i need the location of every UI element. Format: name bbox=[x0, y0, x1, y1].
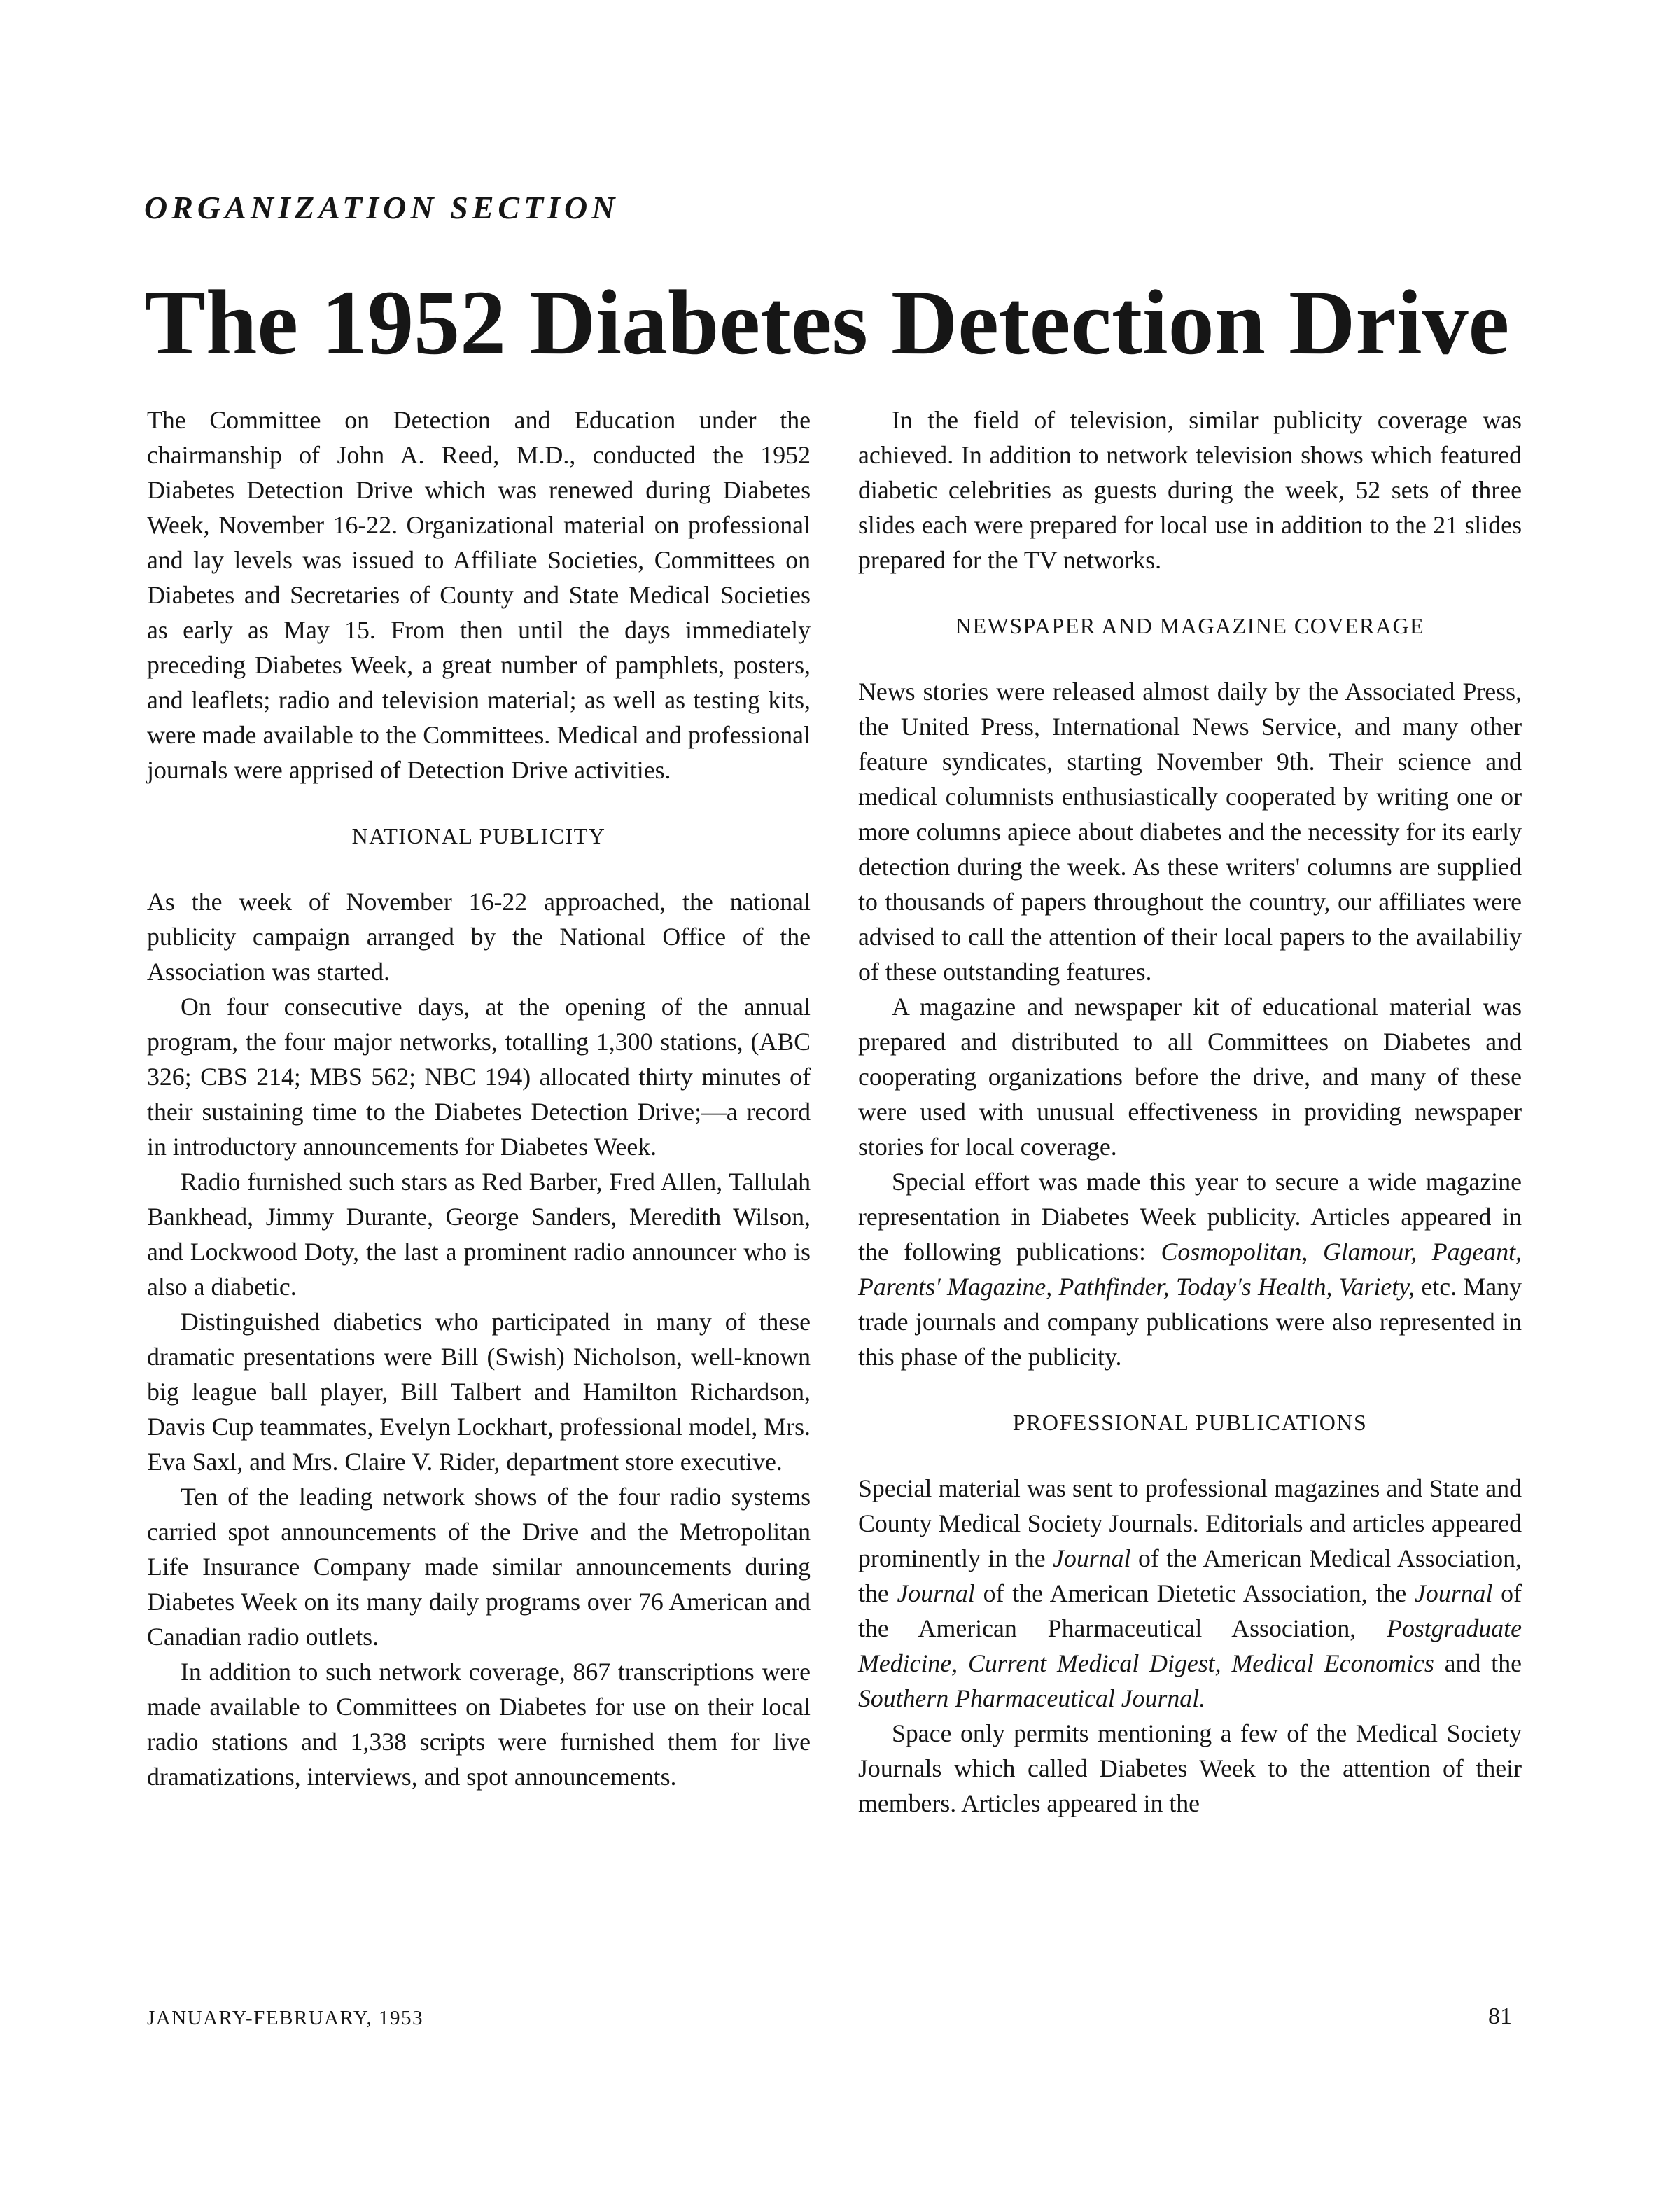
text-run: of the American Dietetic Association, the bbox=[974, 1579, 1415, 1607]
publication-name: Southern Pharmaceutical Journal. bbox=[858, 1684, 1206, 1712]
text-run: etc. Many trade journals and company publications were also represented in this phase of the publicity. bbox=[858, 1273, 1522, 1371]
paragraph: News stories were released almost daily by the Associated Press, the United Press, International News Service, and many other feature syndicates, starting November 9th. Their science and medical columnists enthusiastically cooperated by writing one or more columns apiece about diabetes and the necessity for its early detection during the week. As these writers' columns are supplied to thousands of papers throughout the country, our affiliates were advised to call the attention of their local papers to the availabiliy of these outstanding features. bbox=[858, 678, 1522, 986]
page-number: 81 bbox=[1488, 2003, 1512, 2029]
issue-date: JANUARY-FEBRUARY, 1953 bbox=[147, 2007, 424, 2029]
paragraph bbox=[858, 1471, 1522, 1716]
heading-national-publicity: NATIONAL PUBLICITY bbox=[351, 823, 606, 848]
heading-professional-publications: PROFESSIONAL PUBLICATIONS bbox=[1012, 1410, 1368, 1435]
television-paragraph: In the field of television, similar publicity coverage was achieved. In addition to network television shows which featured diabetic celebrities as guests during the week, 52 sets of three slides each were prepared for local use in addition to the 21 slides prepared for the TV networks. bbox=[858, 406, 1522, 574]
journal-word: Journal bbox=[897, 1579, 975, 1607]
paragraph: Space only permits mentioning a few of the Medical Society Journals which called Diabetes Week to the attention of their members. Articles appeared in the bbox=[858, 1719, 1522, 1817]
paragraph: On four consecutive days, at the opening of the annual program, the four major networks, totalling 1,300 stations, (ABC 326; CBS 214; MBS 562; NBC 194) allocated thirty minutes of their sustaining time to the Diabetes Detection Drive;—a record in introductory announcements for Diabetes Week. bbox=[147, 993, 811, 1161]
left-column bbox=[147, 402, 811, 1794]
paragraph: Distinguished diabetics who participated in many of these dramatic presentations were Bill (Swish) Nicholson, well-known big league ball player, Bill Talbert and Hamilton Richardson, Davis Cup teammates, Evelyn Lockhart, professional model, Mrs. Eva Saxl, and Mrs. Claire V. Rider, department store executive. bbox=[147, 1308, 811, 1476]
publication-list: Cosmopolitan, Glamour, Pageant, Parents' Magazine, Pathfinder, Today's Health, Variety, bbox=[858, 1238, 1522, 1301]
paragraph: As the week of November 16-22 approached, the national publicity campaign arranged by the National Office of the Association was started. bbox=[147, 888, 811, 986]
text-run: of the American Pharmaceutical Association, bbox=[858, 1579, 1522, 1642]
text-run: of the American Medical Association, the bbox=[858, 1544, 1522, 1607]
paragraph: Ten of the leading network shows of the four radio systems carried spot announcements of the Drive and the Metropolitan Life Insurance Company made similar announcements during Diabetes Week on its many daily programs over 76 American and Canadian radio outlets. bbox=[147, 1483, 811, 1651]
publication-list: Postgraduate Medicine, Current Medical Digest, Medical Economics bbox=[858, 1614, 1522, 1677]
right-column bbox=[858, 402, 1522, 1821]
text-run: Special material was sent to professional magazines and State and County Medical Society Journals. Editorials and articles appeared prominently in the bbox=[858, 1474, 1522, 1572]
journal-word: Journal bbox=[1053, 1544, 1131, 1572]
paragraph: Radio furnished such stars as Red Barber, Fred Allen, Tallulah Bankhead, Jimmy Durante, George Sanders, Meredith Wilson, and Lockwood Doty, the last a prominent radio announcer who is also a diabetic. bbox=[147, 1168, 811, 1301]
text-run: and the bbox=[1434, 1649, 1522, 1677]
intro-paragraph: The Committee on Detection and Education under the chairmanship of John A. Reed, M.D., conducted the 1952 Diabetes Detection Drive which was renewed during Diabetes Week, November 16-22. Organizational material on professional and lay levels was issued to Affiliate Societies, Committees on Diabetes and Secretaries of County and State Medical Societies as early as May 15. From then until the days immediately preceding Diabetes Week, a great number of pamphlets, posters, and leaflets; radio and television material; as well as testing kits, were made available to the Committees. Medical and professional journals were apprised of Detection Drive activities. bbox=[147, 406, 811, 784]
paragraph: A magazine and newspaper kit of educational material was prepared and distributed to all Committees on Diabetes and cooperating organizations before the drive, and many of these were used with unusual effectiveness in providing newspaper stories for local coverage. bbox=[858, 993, 1522, 1161]
text-run: Special effort was made this year to secure a wide magazine representation in Diabetes Week publicity. Articles appeared in the following publications: bbox=[858, 1168, 1522, 1266]
heading-newspaper-coverage: NEWSPAPER AND MAGAZINE COVERAGE bbox=[955, 613, 1425, 638]
section-label: ORGANIZATION SECTION bbox=[144, 190, 620, 225]
paragraph: In addition to such network coverage, 867 transcriptions were made available to Committees on Diabetes for use on their local radio stations and 1,338 scripts were furnished them for live dramatizations, interviews, and spot announcements. bbox=[147, 1658, 811, 1791]
article-title: The 1952 Diabetes Detection Drive bbox=[144, 271, 1510, 374]
journal-word: Journal bbox=[1415, 1579, 1493, 1607]
paragraph bbox=[858, 1164, 1522, 1374]
